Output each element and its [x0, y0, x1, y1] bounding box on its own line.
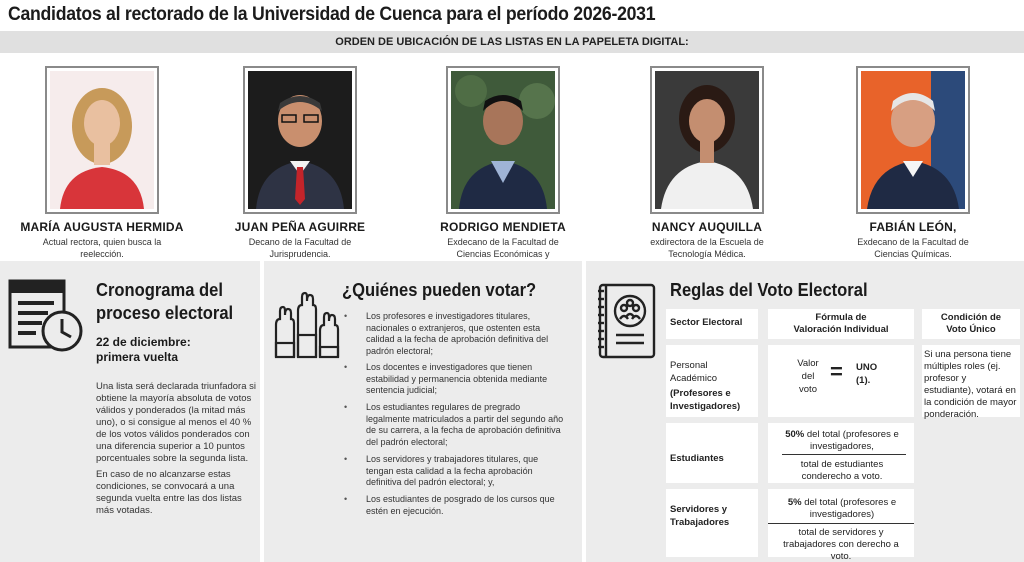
candidate-photo [243, 66, 357, 214]
bullet-icon: • [344, 311, 348, 321]
candidate-description: exdirectora de la Escuela de Tecnología Médica. [650, 237, 764, 259]
bullet-icon: • [344, 454, 348, 464]
candidate-name: MARÍA AUGUSTA HERMIDA [20, 220, 184, 234]
candidate-card [12, 66, 192, 260]
ballot-book-icon [594, 281, 658, 366]
schedule-round: primera vuelta [96, 350, 179, 364]
candidate-card [617, 66, 797, 260]
candidate-photo [45, 66, 159, 214]
table-row-sector: Servidores y Trabajadores [666, 489, 758, 557]
voters-panel [264, 261, 582, 562]
bullet-icon: • [344, 362, 348, 372]
table-row-sector: Estudiantes [666, 423, 758, 483]
candidate-name: FABIÁN LEÓN, [869, 220, 957, 234]
candidate-card [413, 66, 593, 272]
candidate-description: Actual rectora, quien busca la reelección. [42, 237, 162, 259]
col-header-formula: Fórmula de Valoración Individual [768, 309, 914, 339]
schedule-title-line1: Cronograma del [96, 280, 223, 300]
voters-title: ¿Quiénes pueden votar? [342, 280, 537, 300]
schedule-date: 22 de diciembre: [96, 335, 191, 349]
bullet-icon: • [344, 402, 348, 412]
rules-title: Reglas del Voto Electoral [670, 280, 868, 300]
schedule-paragraph-1: Una lista será declarada triunfadora si obtiene la mayoría absoluta de votos válidos y ponderados (la mitad más uno), o si consigue al menos el 40 % de los votos válidos ponderados con una diferencia superior a 10 puntos porcentuales sobre la segunda lista. [96, 381, 257, 464]
candidate-photo [650, 66, 764, 214]
candidate-name: JUAN PEÑA AGUIRRE [234, 220, 366, 234]
calendar-clock-icon [8, 279, 84, 358]
raised-hands-icon [272, 285, 342, 366]
candidate-card [823, 66, 1003, 260]
candidate-name: NANCY AUQUILLA [651, 220, 763, 234]
table-row-formula: 5% del total (profesores e investigadores) total de servidores y trabajadores con derecho a voto. [768, 489, 914, 557]
candidate-description: Decano de la Facultad de Jurisprudencia. [248, 237, 352, 259]
schedule-panel [0, 261, 260, 562]
candidate-card [210, 66, 390, 260]
candidate-description: Exdecano de la Facultad de Ciencias Químicas. [857, 237, 969, 259]
col-header-sector: Sector Electoral [666, 309, 758, 339]
list-item: • Los estudiantes de posgrado de los cursos que estén en ejecución. [344, 494, 555, 516]
table-row-condition: Si una persona tiene múltiples roles (ej. profesor y estudiante), votará en la condición de mayor ponderación. [922, 345, 1020, 417]
fraction-line [768, 523, 914, 524]
schedule-paragraph-2: En caso de no alcanzarse estas condiciones, se convocará a una segunda vuelta entre las dos listas más votadas. [96, 469, 242, 516]
list-item: • Los profesores e investigadores titulares, nacionales o extranjeros, que ostenten esta calidad a la fecha de aprobación definitiva del padrón electoral; [344, 311, 549, 356]
list-item: • Los docentes e investigadores que tienen estabilidad y permanencia obtenida mediante sentencia judicial; [344, 362, 548, 395]
rules-panel [586, 261, 1024, 562]
list-item: • Los servidores y trabajadores titulares, que tengan esta calidad a la fecha aprobación definitiva del padrón electoral; y, [344, 454, 539, 487]
bullet-icon: • [344, 494, 348, 504]
fraction-line [782, 454, 906, 455]
table-row-formula: Valor del voto = UNO (1). [768, 345, 914, 417]
candidate-name: RODRIGO MENDIETA [440, 220, 566, 234]
candidate-photo [446, 66, 560, 214]
table-row-formula: 50% del total (profesores e investigadores, total de estudiantes conderecho a voto. [768, 423, 914, 483]
table-row-sector: Personal Académico (Profesores e Investigadores) [666, 345, 758, 417]
candidate-description: Exdecano de la Facultad de Ciencias Económicas y [447, 237, 559, 259]
list-item: • Los estudiantes regulares de pregrado legalmente matriculados a partir del segundo año de su carrera, a la fecha de aprobación definitiva del padrón electoral; [344, 402, 564, 447]
candidate-photo [856, 66, 970, 214]
ballot-order-banner: ORDEN DE UBICACIÓN DE LAS LISTAS EN LA PAPELETA DIGITAL: [0, 31, 1024, 53]
schedule-title-line2: proceso electoral [96, 303, 234, 323]
page-title: Candidatos al rectorado de la Universidad de Cuenca para el período 2026-2031 [8, 4, 656, 25]
col-header-condition: Condición de Voto Único [922, 309, 1020, 339]
